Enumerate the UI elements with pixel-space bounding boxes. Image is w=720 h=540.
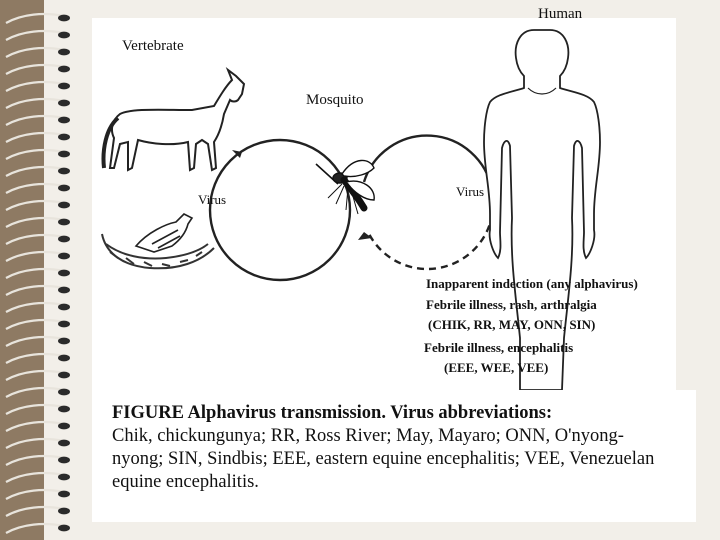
human-icon: [484, 30, 600, 390]
coil-hole: [58, 15, 70, 22]
mosquito-label: Mosquito: [306, 92, 364, 108]
coil-hole: [58, 423, 70, 430]
outcome-encephalitis-viruses: (EEE, WEE, VEE): [444, 360, 549, 375]
bird-icon: [136, 214, 192, 252]
coil-hole: [58, 219, 70, 226]
outcome-febrile-rash-viruses: (CHIK, RR, MAY, ONN, SIN): [428, 317, 596, 332]
coil-hole: [58, 100, 70, 107]
horse-icon: [104, 70, 244, 170]
human-label: Human: [538, 6, 583, 22]
vertebrate-label: Vertebrate: [122, 38, 184, 54]
coil-hole: [58, 32, 70, 39]
coil-hole: [58, 389, 70, 396]
virus-label-right: Virus: [456, 184, 485, 199]
human-cycle-top: [364, 136, 492, 190]
coil-hole: [58, 236, 70, 243]
outcome-encephalitis: Febrile illness, encephalitis: [424, 340, 574, 355]
notebook-spine: [0, 0, 92, 540]
coil-hole: [58, 253, 70, 260]
coil-hole: [58, 355, 70, 362]
outcome-inapparent: Inapparent indection (any alphavirus): [426, 276, 638, 291]
coil-hole: [58, 406, 70, 413]
coil-hole: [58, 474, 70, 481]
coil-hole: [58, 304, 70, 311]
outcome-febrile-rash: Febrile illness, rash, arthralgia: [426, 297, 597, 312]
coil-hole: [58, 151, 70, 158]
coil-hole: [58, 83, 70, 90]
coil-hole: [58, 508, 70, 515]
coil-hole: [58, 168, 70, 175]
coil-hole: [58, 440, 70, 447]
coil-hole: [58, 134, 70, 141]
coil-hole: [58, 202, 70, 209]
vertebrate-cycle: [210, 140, 350, 280]
transmission-diagram: [92, 18, 676, 390]
caption-body: Chik, chickungunya; RR, Ross River; May, Mayaro; ONN, O'nyong-nyong; SIN, Sindbis; EEE, eastern equine encephalitis; VEE, Venezuelan equine encephalitis.: [112, 426, 655, 492]
coil-hole: [58, 491, 70, 498]
coil-hole: [58, 49, 70, 56]
coil-hole: [58, 117, 70, 124]
caption-title: FIGURE Alphavirus transmission. Virus abbreviations:: [112, 403, 553, 423]
coil-hole: [58, 338, 70, 345]
caption-panel: [92, 390, 696, 522]
coil-hole: [58, 321, 70, 328]
coil-hole: [58, 66, 70, 73]
coil-hole: [58, 270, 70, 277]
coil-hole: [58, 372, 70, 379]
virus-label-left: Virus: [198, 192, 227, 207]
coil-hole: [58, 525, 70, 532]
human-cycle-bottom: [368, 190, 493, 269]
figure-caption: [112, 402, 672, 494]
coil-hole: [58, 185, 70, 192]
coil-hole: [58, 457, 70, 464]
coil-hole: [58, 287, 70, 294]
figure-panel: [92, 6, 676, 390]
